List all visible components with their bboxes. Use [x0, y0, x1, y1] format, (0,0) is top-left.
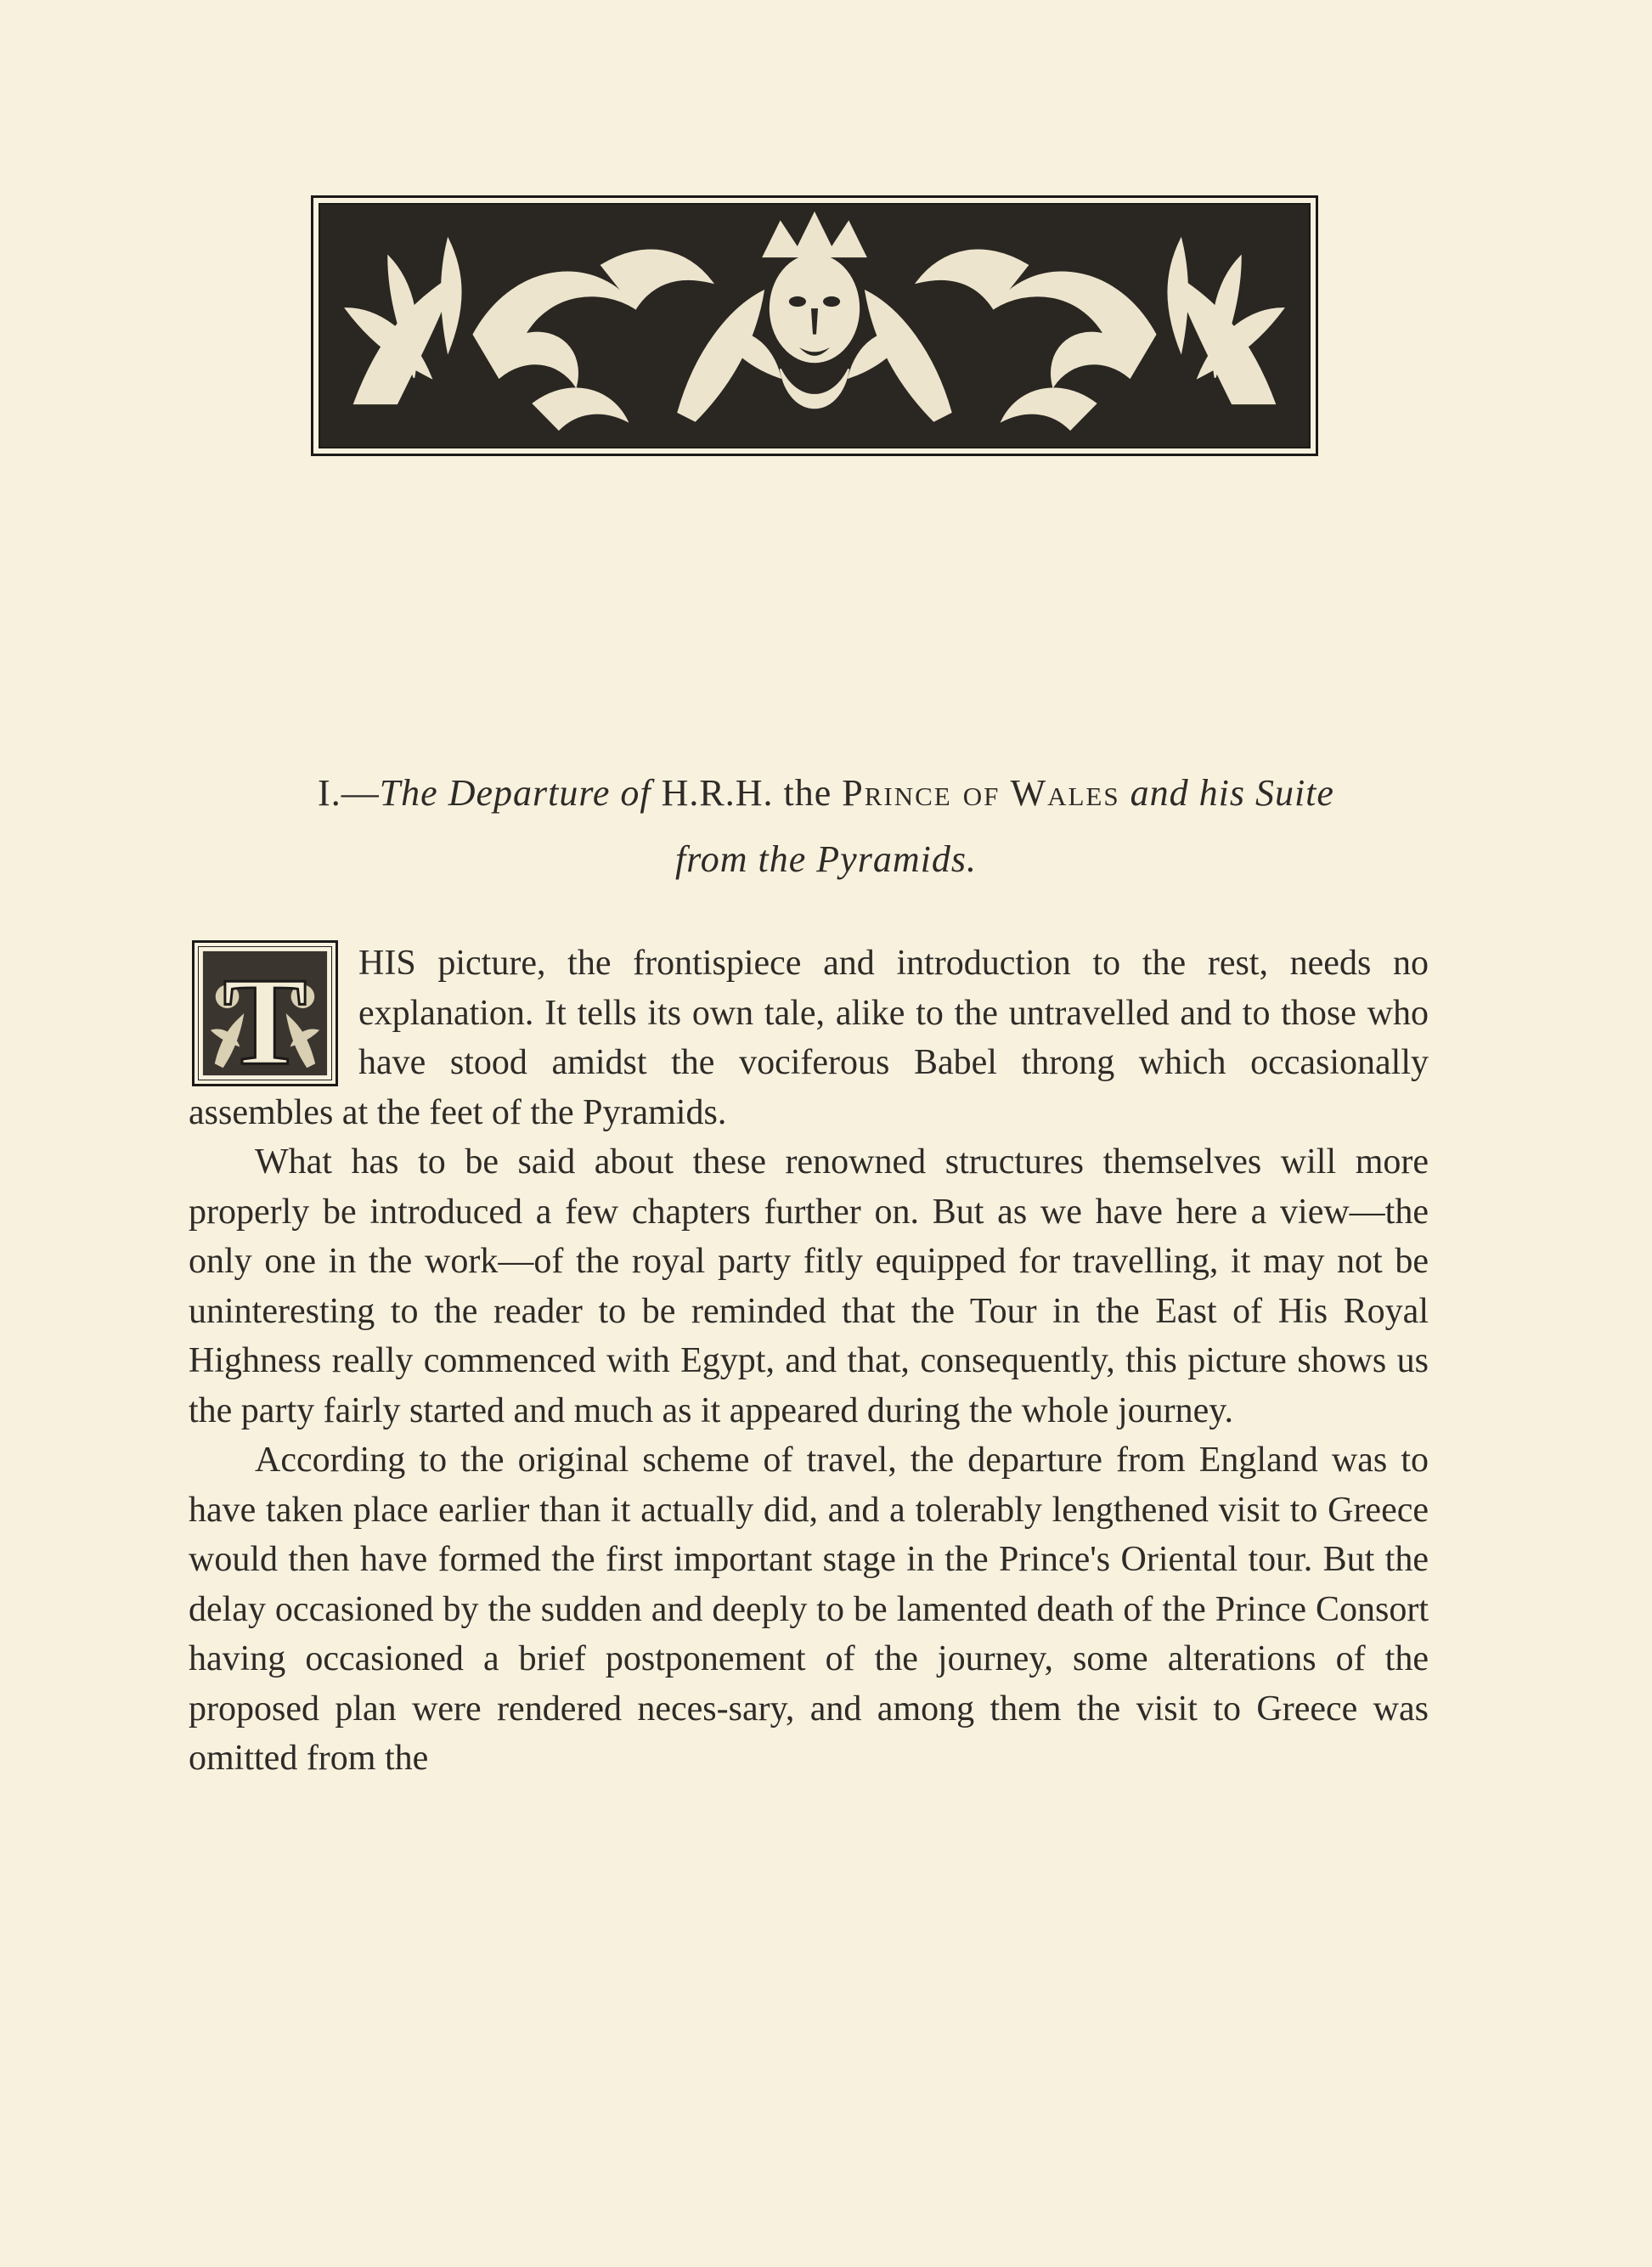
- title-part-3: Prince of Wales: [842, 772, 1120, 814]
- title-part-2: H.R.H. the: [651, 772, 843, 814]
- dropcap: [192, 940, 338, 1086]
- body-text: [189, 939, 1429, 1784]
- chapter-title: [0, 760, 1652, 893]
- foliage-ornament-icon: [320, 205, 1309, 447]
- paragraph-1: HIS picture, the frontispiece and introduction to the rest, needs no explanation. It tells its own tale, alike to the untravelled and to those who have stood amidst the vociferous Babel throng which occasionally assembles at the feet of the Pyramids.: [189, 944, 1429, 1132]
- chapter-numeral: I.—: [318, 772, 380, 814]
- paragraph-3: According to the original scheme of travel, the departure from England was to have taken place earlier than it actually did, and a tolerably lengthened visit to Greece would then have formed the first important stage in the Prince's Oriental tour. But the delay occasioned by the sudden and deeply to be lamented death of the Prince Consort having occasioned a brief postponement of the journey, some alterations of the proposed plan were rendered neces-sary, and among them the visit to Greece was omitted from the: [189, 1441, 1429, 1778]
- dropcap-letter: T: [223, 952, 307, 1080]
- title-part-1: The Departure of: [379, 772, 651, 814]
- dropcap-letter-icon: [198, 946, 332, 1080]
- title-part-4: and his Suite: [1119, 772, 1334, 814]
- chapter-title-line-2: from the Pyramids.: [675, 838, 977, 880]
- paragraph-2: What has to be said about these renowned structures themselves will more properly be introduced a few chapters further on. But as we have here a view—the only one in the work—of the royal party fitly equipped for travelling, it may not be uninteresting to the reader to be reminded that the Tour in the East of His Royal Highness really commenced with Egypt, and that, consequently, this picture shows us the party fairly started and much as it appeared during the whole journey.: [189, 1142, 1429, 1430]
- ornamental-headpiece: [311, 195, 1318, 456]
